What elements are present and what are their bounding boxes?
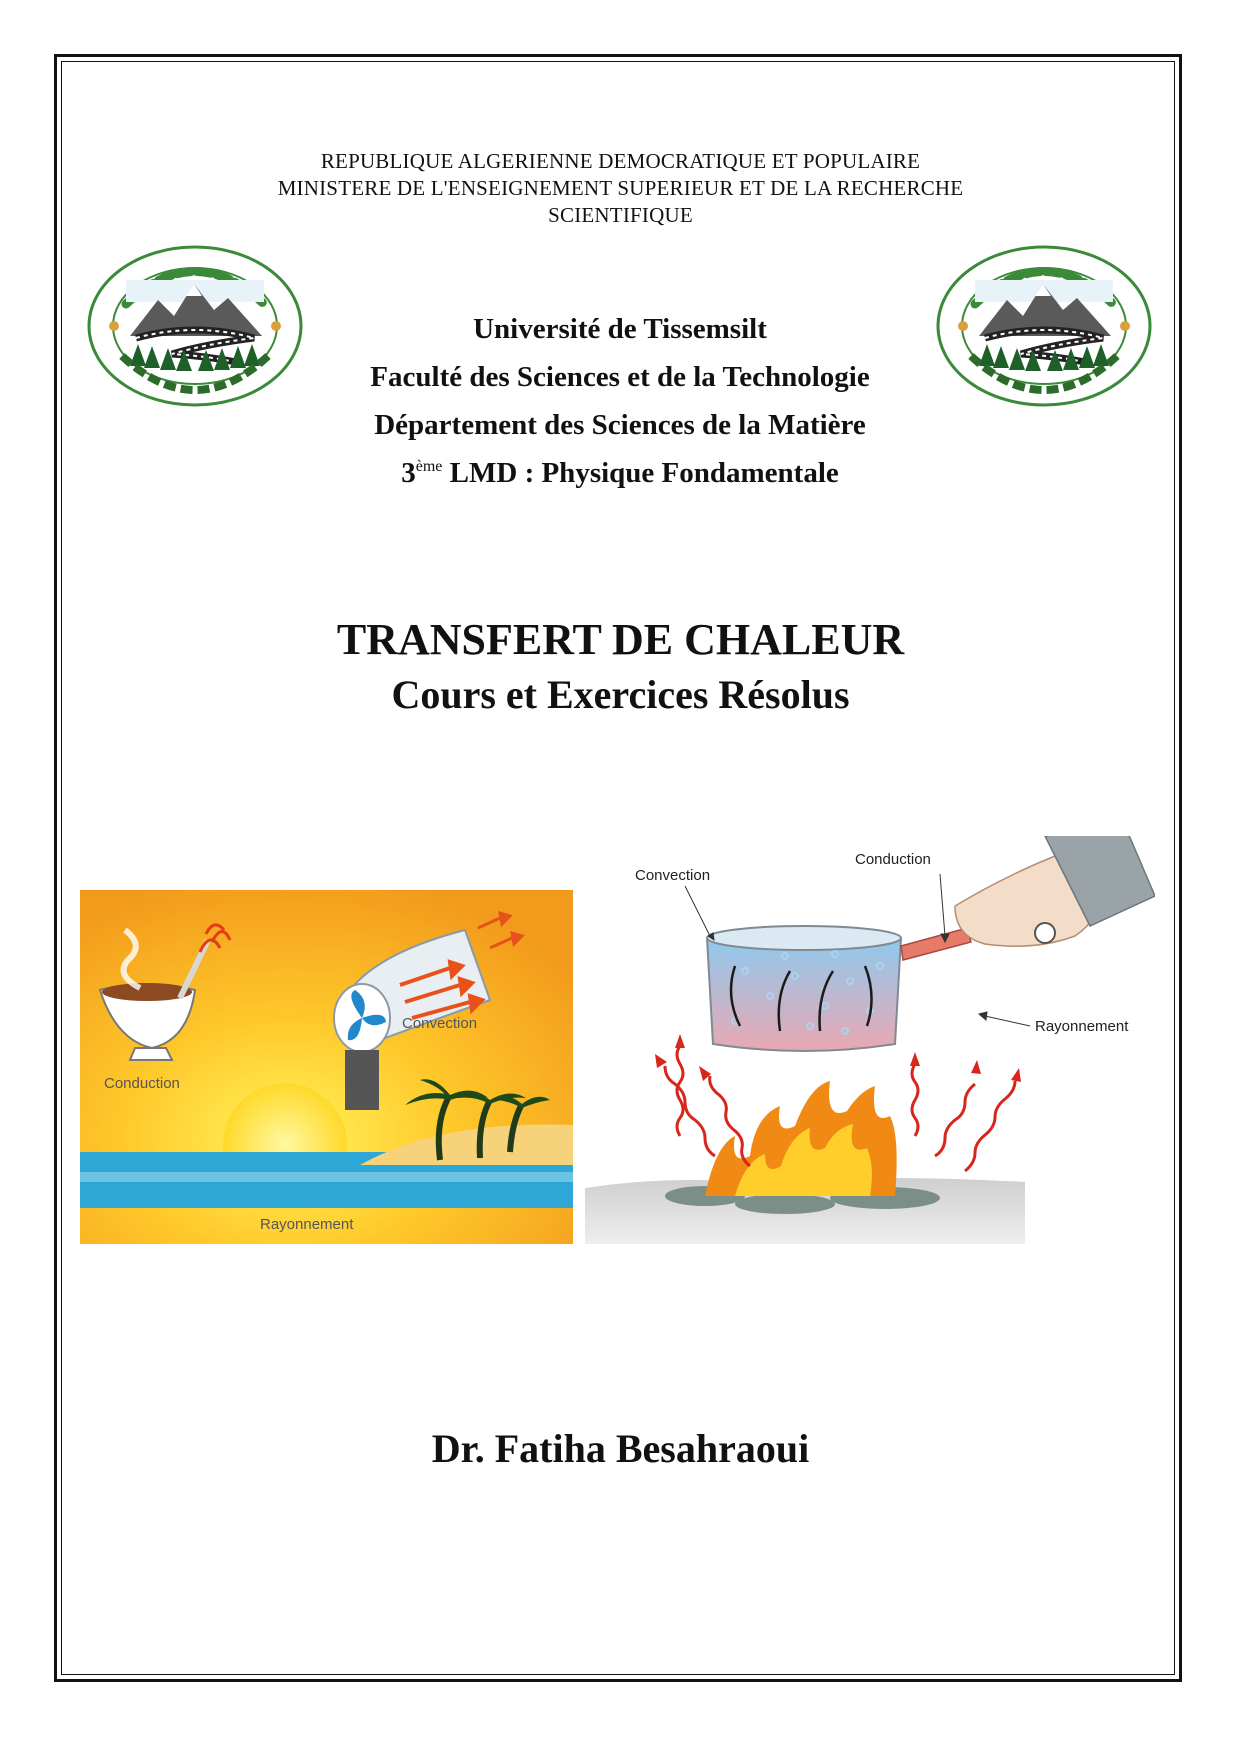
- left-label-convection: Convection: [402, 1015, 478, 1032]
- right-label-conduction: Conduction: [855, 851, 931, 868]
- institution-block: [300, 305, 940, 497]
- university-logo-left: [86, 244, 304, 408]
- university-name: Université de Tissemsilt: [473, 313, 767, 345]
- level-superscript: ème: [415, 458, 443, 475]
- header-line-3: SCIENTIFIQUE: [548, 203, 693, 227]
- ministry-header: [100, 148, 1141, 229]
- faculty-name: Faculté des Sciences et de la Technologie: [370, 361, 870, 393]
- subtitle: Cours et Exercices Résolus: [391, 672, 850, 717]
- department-name: Département des Sciences de la Matière: [374, 409, 866, 441]
- header-line-2: MINISTERE DE L'ENSEIGNEMENT SUPERIEUR ET DE LA RECHERCHE: [277, 176, 964, 200]
- document-title: [100, 612, 1141, 722]
- main-title: TRANSFERT DE CHALEUR: [336, 615, 905, 664]
- left-label-conduction: Conduction: [104, 1075, 180, 1092]
- right-label-convection: Convection: [635, 867, 711, 884]
- header-line-1: REPUBLIQUE ALGERIENNE DEMOCRATIQUE ET POPULAIRE: [320, 149, 921, 173]
- right-label-rayonnement: Rayonnement: [1035, 1018, 1129, 1035]
- heat-transfer-illustration-right: [585, 836, 1155, 1244]
- left-label-rayonnement: Rayonnement: [260, 1216, 354, 1233]
- heat-transfer-illustration-left: [80, 890, 573, 1244]
- university-logo-right: [935, 244, 1153, 408]
- level-number: 3: [401, 457, 416, 489]
- level-rest: LMD : Physique Fondamentale: [442, 457, 839, 489]
- level-line: [300, 449, 940, 497]
- author-name: Dr. Fatiha Besahraoui: [431, 1426, 810, 1471]
